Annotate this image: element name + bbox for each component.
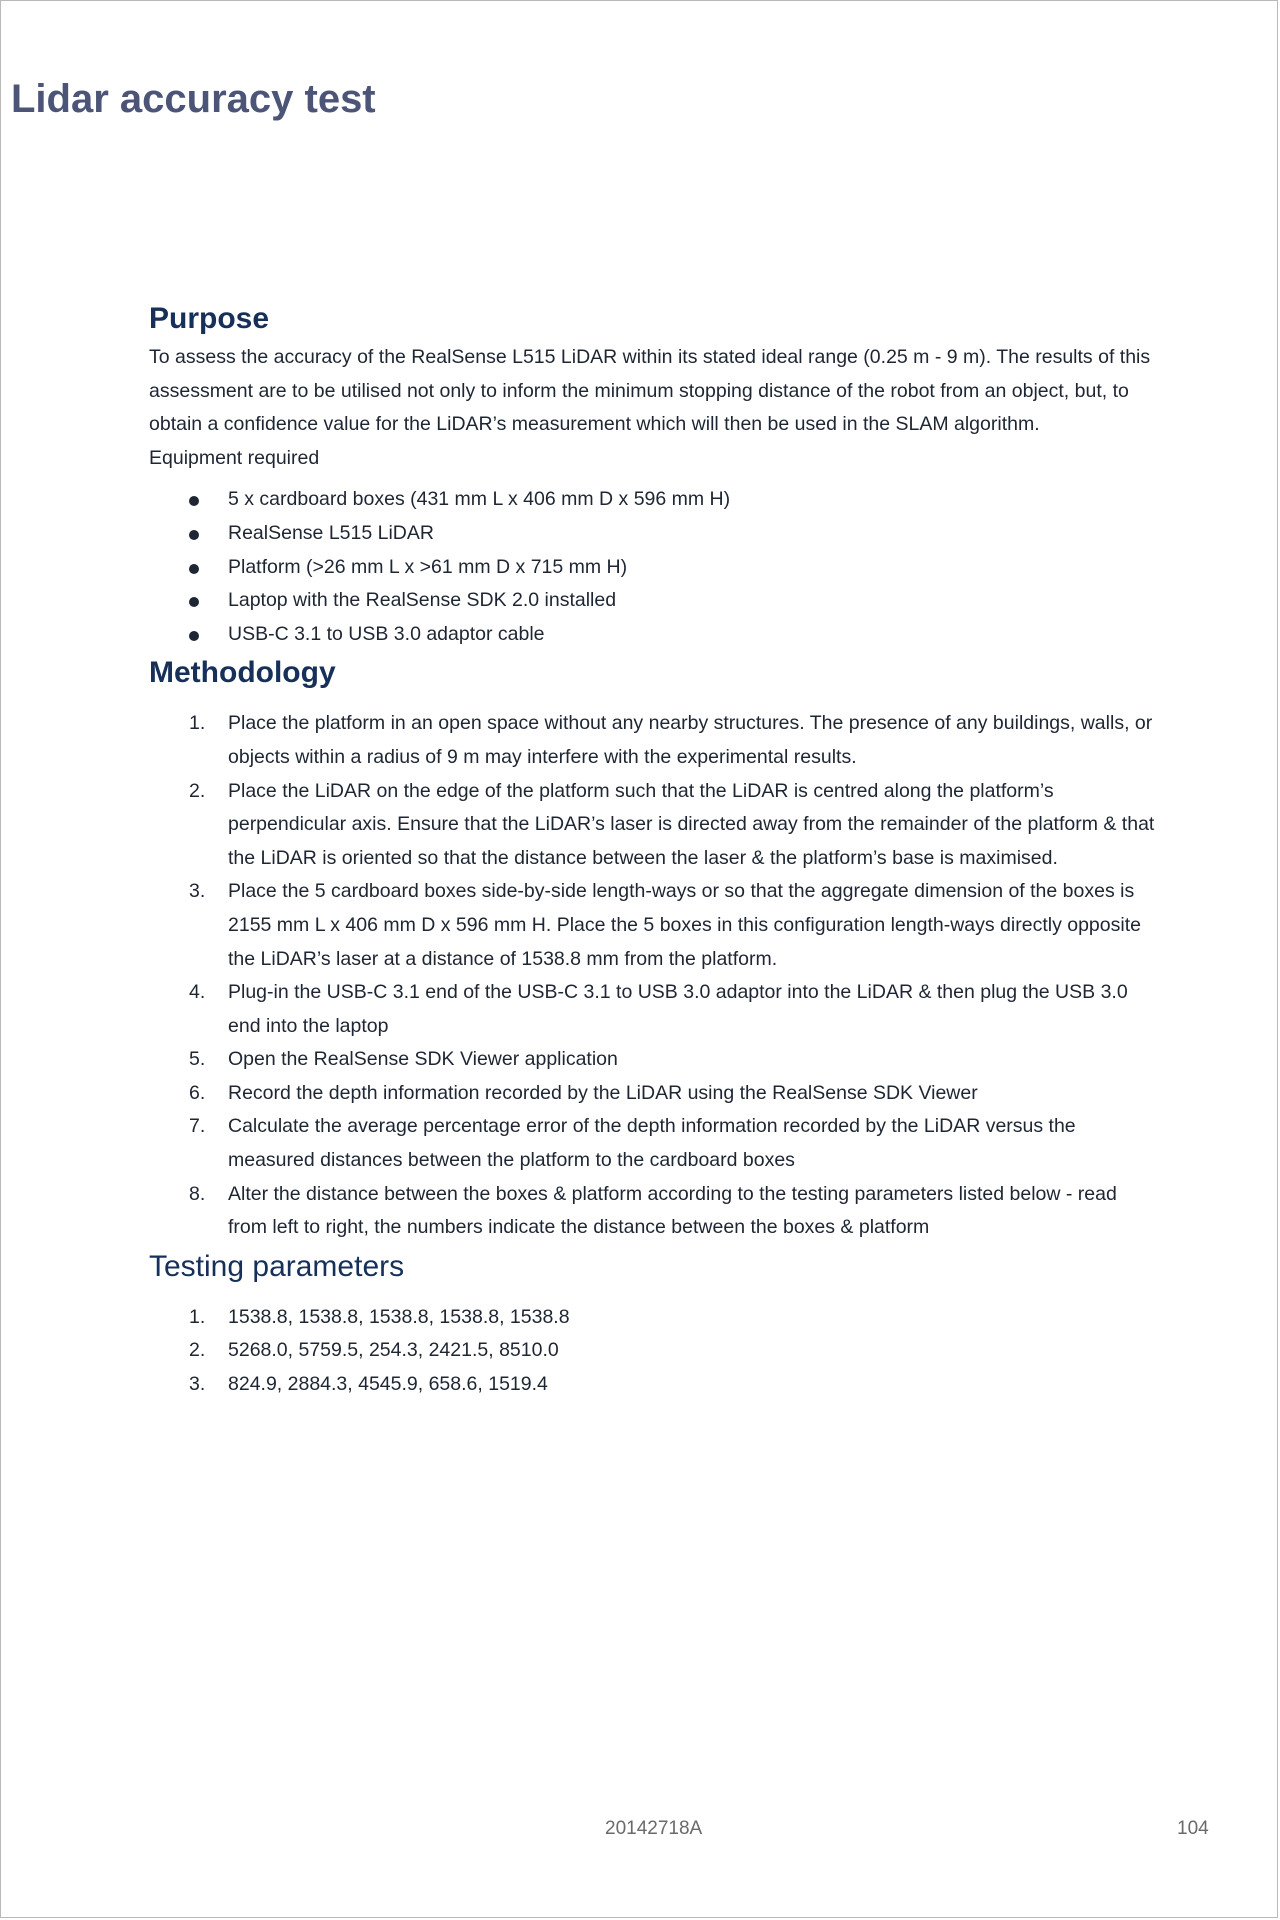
equipment-item: 5 x cardboard boxes (431 mm L x 406 mm D x 596 mm H) [149,483,1159,517]
equipment-item: USB-C 3.1 to USB 3.0 adaptor cable [149,618,1159,652]
parameter-values: 824.9, 2884.3, 4545.9, 658.6, 1519.4 [228,1373,548,1396]
methodology-step [149,1110,1159,1177]
step-number: 3. [189,880,206,903]
step-number: 8. [189,1182,206,1205]
purpose-heading: Purpose [149,302,270,335]
methodology-step [149,875,1159,976]
parameter-number: 3. [189,1373,206,1396]
testing-parameters-list [149,1301,1159,1402]
parameter-number: 2. [189,1339,206,1362]
step-text: Alter the distance between the boxes & platform according to the testing parameters listed below - read from left to right, the numbers indicate the distance between the boxes & platform [228,1182,1117,1239]
methodology-heading: Methodology [149,656,336,690]
parameter-values: 5268.0, 5759.5, 254.3, 2421.5, 8510.0 [228,1339,559,1362]
step-number: 5. [189,1048,206,1071]
step-number: 7. [189,1115,206,1138]
equipment-item: Laptop with the RealSense SDK 2.0 installed [149,584,1159,618]
footer-page-number: 104 [1177,1818,1209,1839]
methodology-step [149,1178,1159,1245]
methodology-step [149,1043,1159,1077]
bullet-icon [189,631,199,641]
step-number: 4. [189,981,206,1004]
bullet-icon [189,564,199,574]
parameter-number: 1. [189,1305,206,1328]
step-text: Place the platform in an open space without any nearby structures. The presence of any buildings, walls, or objects within a radius of 9 m may interfere with the experimental results. [228,712,1153,768]
testing-parameter-item [149,1301,1159,1335]
methodology-step [149,1077,1159,1111]
purpose-paragraph: To assess the accuracy of the RealSense L515 LiDAR within its stated ideal range (0.25 m - 9 m). The results of this assessment are to be utilised not only to inform the minimum stopping distance of the robot from an object, but, to obtain a confidence value for the LiDAR’s measurement which will then be used in the SLAM algorithm. [149,346,1151,436]
footer-document-id: 20142718A [605,1818,703,1839]
step-text: Open the RealSense SDK Viewer application [228,1048,618,1071]
methodology-steps [149,707,1159,1245]
step-text: Calculate the average percentage error of the depth information recorded by the LiDAR versus the measured distances between the platform to the cardboard boxes [228,1115,1076,1172]
equipment-label: Equipment required [149,446,320,469]
step-number: 2. [189,779,206,802]
equipment-item: Platform (>26 mm L x >61 mm D x 715 mm H) [149,551,1159,585]
parameter-values: 1538.8, 1538.8, 1538.8, 1538.8, 1538.8 [228,1305,570,1328]
bullet-icon [189,597,199,607]
step-text: Place the LiDAR on the edge of the platform such that the LiDAR is centred along the platform’s perpendicular axis. Ensure that the LiDAR’s laser is directed away from the remainder of the platform & that the LiDAR is oriented so that the distance between the laser & the platform’s base is maximised. [228,779,1155,869]
methodology-step [149,775,1159,876]
methodology-step [149,976,1159,1043]
page-title: Lidar accuracy test [11,77,376,121]
bullet-icon [189,496,199,506]
step-text: Plug-in the USB-C 3.1 end of the USB-C 3.1 to USB 3.0 adaptor into the LiDAR & then plug the USB 3.0 end into the laptop [228,981,1128,1037]
page-content [149,297,1159,1402]
step-text: Record the depth information recorded by the LiDAR using the RealSense SDK Viewer [228,1081,978,1104]
testing-parameter-item [149,1368,1159,1402]
step-number: 6. [189,1081,206,1104]
testing-parameters-heading: Testing parameters [149,1249,405,1283]
step-text: Place the 5 cardboard boxes side-by-side length-ways or so that the aggregate dimension of the boxes is 2155 mm L x 406 mm D x 596 mm H. Place the 5 boxes in this configuration length-ways directly opposite the LiDAR’s laser at a distance of 1538.8 mm from the platform. [228,880,1141,970]
equipment-list [149,483,1159,651]
bullet-icon [189,530,199,540]
methodology-step [149,707,1159,774]
step-number: 1. [189,712,206,735]
testing-parameter-item [149,1334,1159,1368]
equipment-item: RealSense L515 LiDAR [149,517,1159,551]
